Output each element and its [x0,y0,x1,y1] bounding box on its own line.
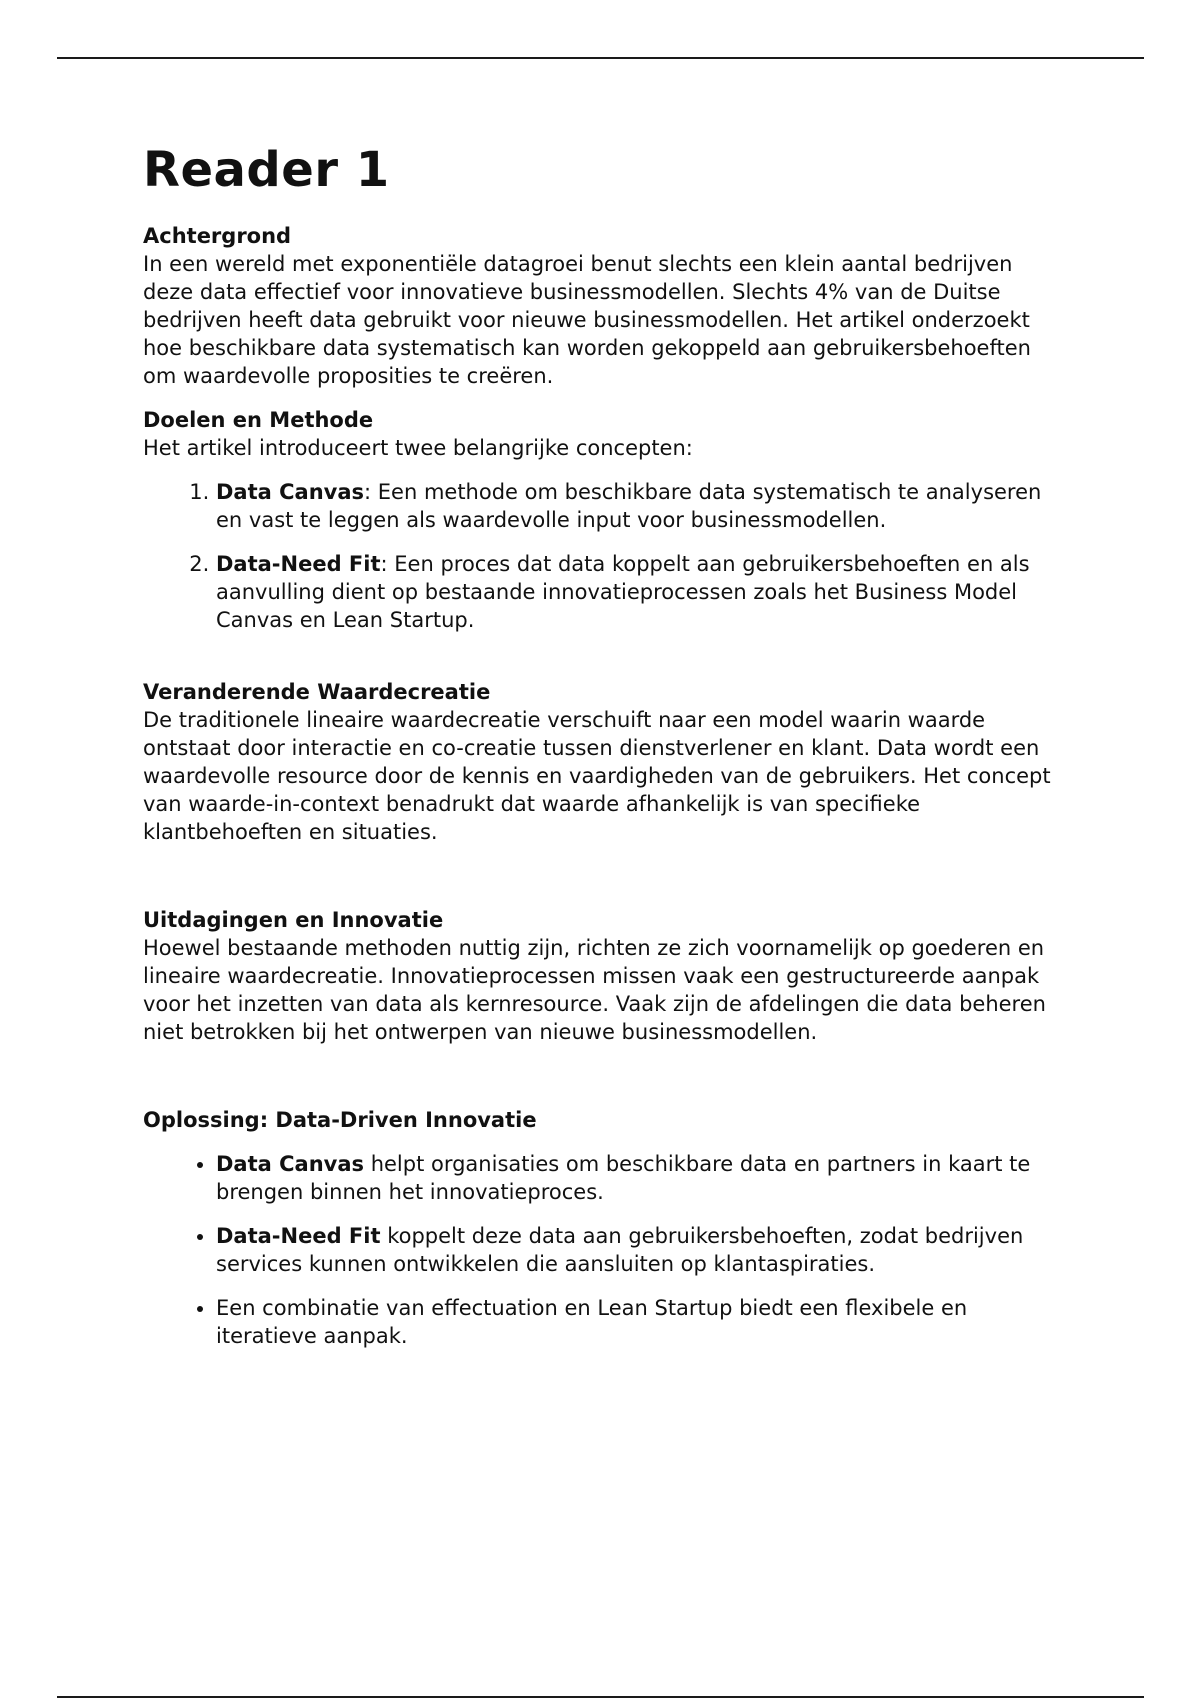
list-item-text: Een combinatie van effectuation en Lean Startup biedt een flexibele en iteratieve aanpak. [216,1296,968,1348]
section-veranderende-waardecreatie [143,678,1063,846]
list-item [216,1150,1063,1206]
top-rule [57,57,1144,59]
bullet-list [143,1150,1063,1350]
section-achtergrond [143,222,1063,390]
section-uitdagingen-en-innovatie [143,906,1063,1046]
section-doelen-en-methode [143,406,1063,634]
section-oplossing [143,1106,1063,1350]
list-item-term: Data Canvas [216,480,365,504]
section-heading: Doelen en Methode [143,408,374,432]
list-item-text: : Een proces dat data koppelt aan gebruikersbehoeften en als aanvulling dient op bestaande innovatieprocessen zoals het Business Model Canvas en Lean Startup. [216,552,1030,632]
section-paragraph: De traditionele lineaire waardecreatie verschuift naar een model waarin waarde ontstaat door interactie en co-creatie tussen dienstverlener en klant. Data wordt een waardevolle resource door de kennis en vaardigheden van de gebruikers. Het concept van waarde-in-context benadrukt dat waarde afhankelijk is van specifieke klantbehoeften en situaties. [143,708,1051,844]
list-item [216,478,1063,534]
section-paragraph: Hoewel bestaande methoden nuttig zijn, richten ze zich voornamelijk op goederen en lineaire waardecreatie. Innovatieprocessen missen vaak een gestructureerde aanpak voor het inzetten van data als kernresource. Vaak zijn de afdelingen die data beheren niet betrokken bij het ontwerpen van nieuwe businessmodellen. [143,936,1046,1044]
section-heading: Uitdagingen en Innovatie [143,908,444,932]
section-paragraph: Het artikel introduceert twee belangrijke concepten: [143,436,693,460]
list-item [216,1294,1063,1350]
section-heading: Achtergrond [143,224,292,248]
list-item-text: helpt organisaties om beschikbare data en partners in kaart te brengen binnen het innovatieproces. [216,1152,1031,1204]
section-heading: Veranderende Waardecreatie [143,680,491,704]
numbered-list [143,478,1063,634]
document-body [143,140,1063,1366]
list-item-text: : Een methode om beschikbare data systematisch te analyseren en vast te leggen als waardevolle input voor businessmodellen. [216,480,1042,532]
section-paragraph: In een wereld met exponentiële datagroei benut slechts een klein aantal bedrijven deze data effectief voor innovatieve businessmodellen. Slechts 4% van de Duitse bedrijven heeft data gebruikt voor nieuwe businessmodellen. Het artikel onderzoekt hoe beschikbare data systematisch kan worden gekoppeld aan gebruikersbehoeften om waardevolle proposities te creëren. [143,252,1031,388]
list-item-text: koppelt deze data aan gebruikersbehoeften, zodat bedrijven services kunnen ontwikkelen die aansluiten op klantaspiraties. [216,1224,1024,1276]
list-item-term: Data-Need Fit [216,1224,381,1248]
document-title: Reader 1 [143,142,390,198]
bottom-rule [57,1696,1144,1698]
list-item [216,1222,1063,1278]
section-heading: Oplossing: Data-Driven Innovatie [143,1108,537,1132]
list-item [216,550,1063,634]
list-item-term: Data Canvas [216,1152,365,1176]
list-item-term: Data-Need Fit [216,552,381,576]
